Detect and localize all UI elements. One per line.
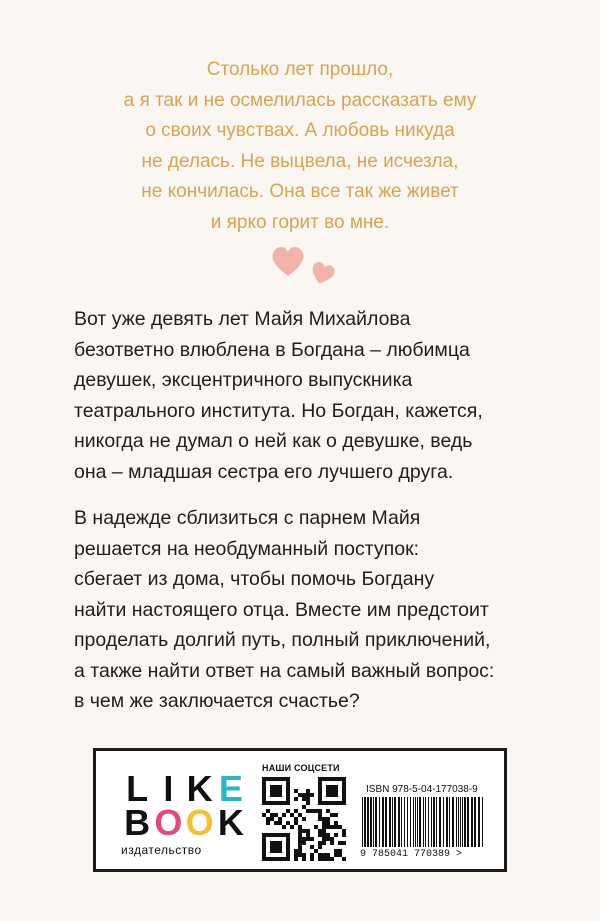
logo-letter: L — [126, 768, 148, 809]
text-line: Вот уже девять лет Майя Михайлова — [74, 308, 411, 330]
logo-letter: O — [185, 802, 213, 843]
quote-block — [60, 55, 540, 238]
text-line: девушек, эксцентричного выпускника — [74, 369, 413, 391]
description-paragraph-1 — [74, 304, 544, 487]
text-line: В надежде сблизиться с парнем Майя — [74, 507, 421, 529]
logo-letter: B — [124, 802, 150, 843]
logo-letter: I — [163, 768, 173, 809]
quote-line: Столько лет прошло, — [206, 59, 394, 80]
text-line: безответно влюблена в Богдана – любимца — [74, 338, 470, 361]
text-line: проделать долгий путь, полный приключений, — [74, 629, 491, 651]
social-title: НАШИ СОЦСЕТИ — [262, 763, 340, 773]
text-line: сбегает из дома, чтобы помочь Богдану — [74, 568, 435, 590]
quote-line: и ярко горит во мне. — [210, 211, 390, 233]
heart-small-icon — [309, 260, 336, 286]
quote-line: не делась. Не выцвела, не исчезла, — [141, 150, 459, 172]
barcode-digits: 9 785041 770389 > — [360, 849, 463, 860]
logo-letter: E — [218, 768, 242, 809]
text-line: она – младшая сестра его лучшего друга. — [74, 460, 454, 483]
quote-line: не кончилась. Она все так же живет — [141, 181, 459, 202]
isbn-label: ISBN 978-5-04-177038-9 — [366, 784, 478, 795]
hearts-icon — [268, 240, 348, 290]
logo-letter: K — [217, 802, 243, 843]
qr-code-icon — [262, 777, 346, 861]
heart-large-icon — [273, 247, 304, 276]
barcode-icon — [360, 797, 488, 847]
logo-row-like — [121, 768, 246, 809]
likebook-logo — [121, 768, 246, 857]
text-line: решается на необдуманный поступок: — [74, 537, 420, 560]
logo-subtitle: издательство — [121, 843, 202, 857]
description-paragraph-2 — [74, 503, 544, 717]
publisher-panel — [93, 748, 507, 872]
text-line: театрального института. Но Богдан, кажется, — [74, 399, 483, 422]
logo-row-book — [121, 802, 246, 843]
text-line: никогда не думал о ней как о девушке, ведь — [74, 430, 473, 452]
quote-line: о своих чувствах. А любовь никуда — [145, 120, 455, 141]
logo-letter: K — [186, 768, 212, 809]
text-line: а также найти ответ на самый важный вопрос: — [74, 659, 495, 682]
text-line: найти настоящего отца. Вместе им предстоит — [74, 598, 489, 621]
logo-letter: O — [154, 802, 182, 843]
quote-line: а я так и не осмелилась рассказать ему — [123, 89, 477, 111]
text-line: в чем же заключается счастье? — [74, 690, 360, 712]
